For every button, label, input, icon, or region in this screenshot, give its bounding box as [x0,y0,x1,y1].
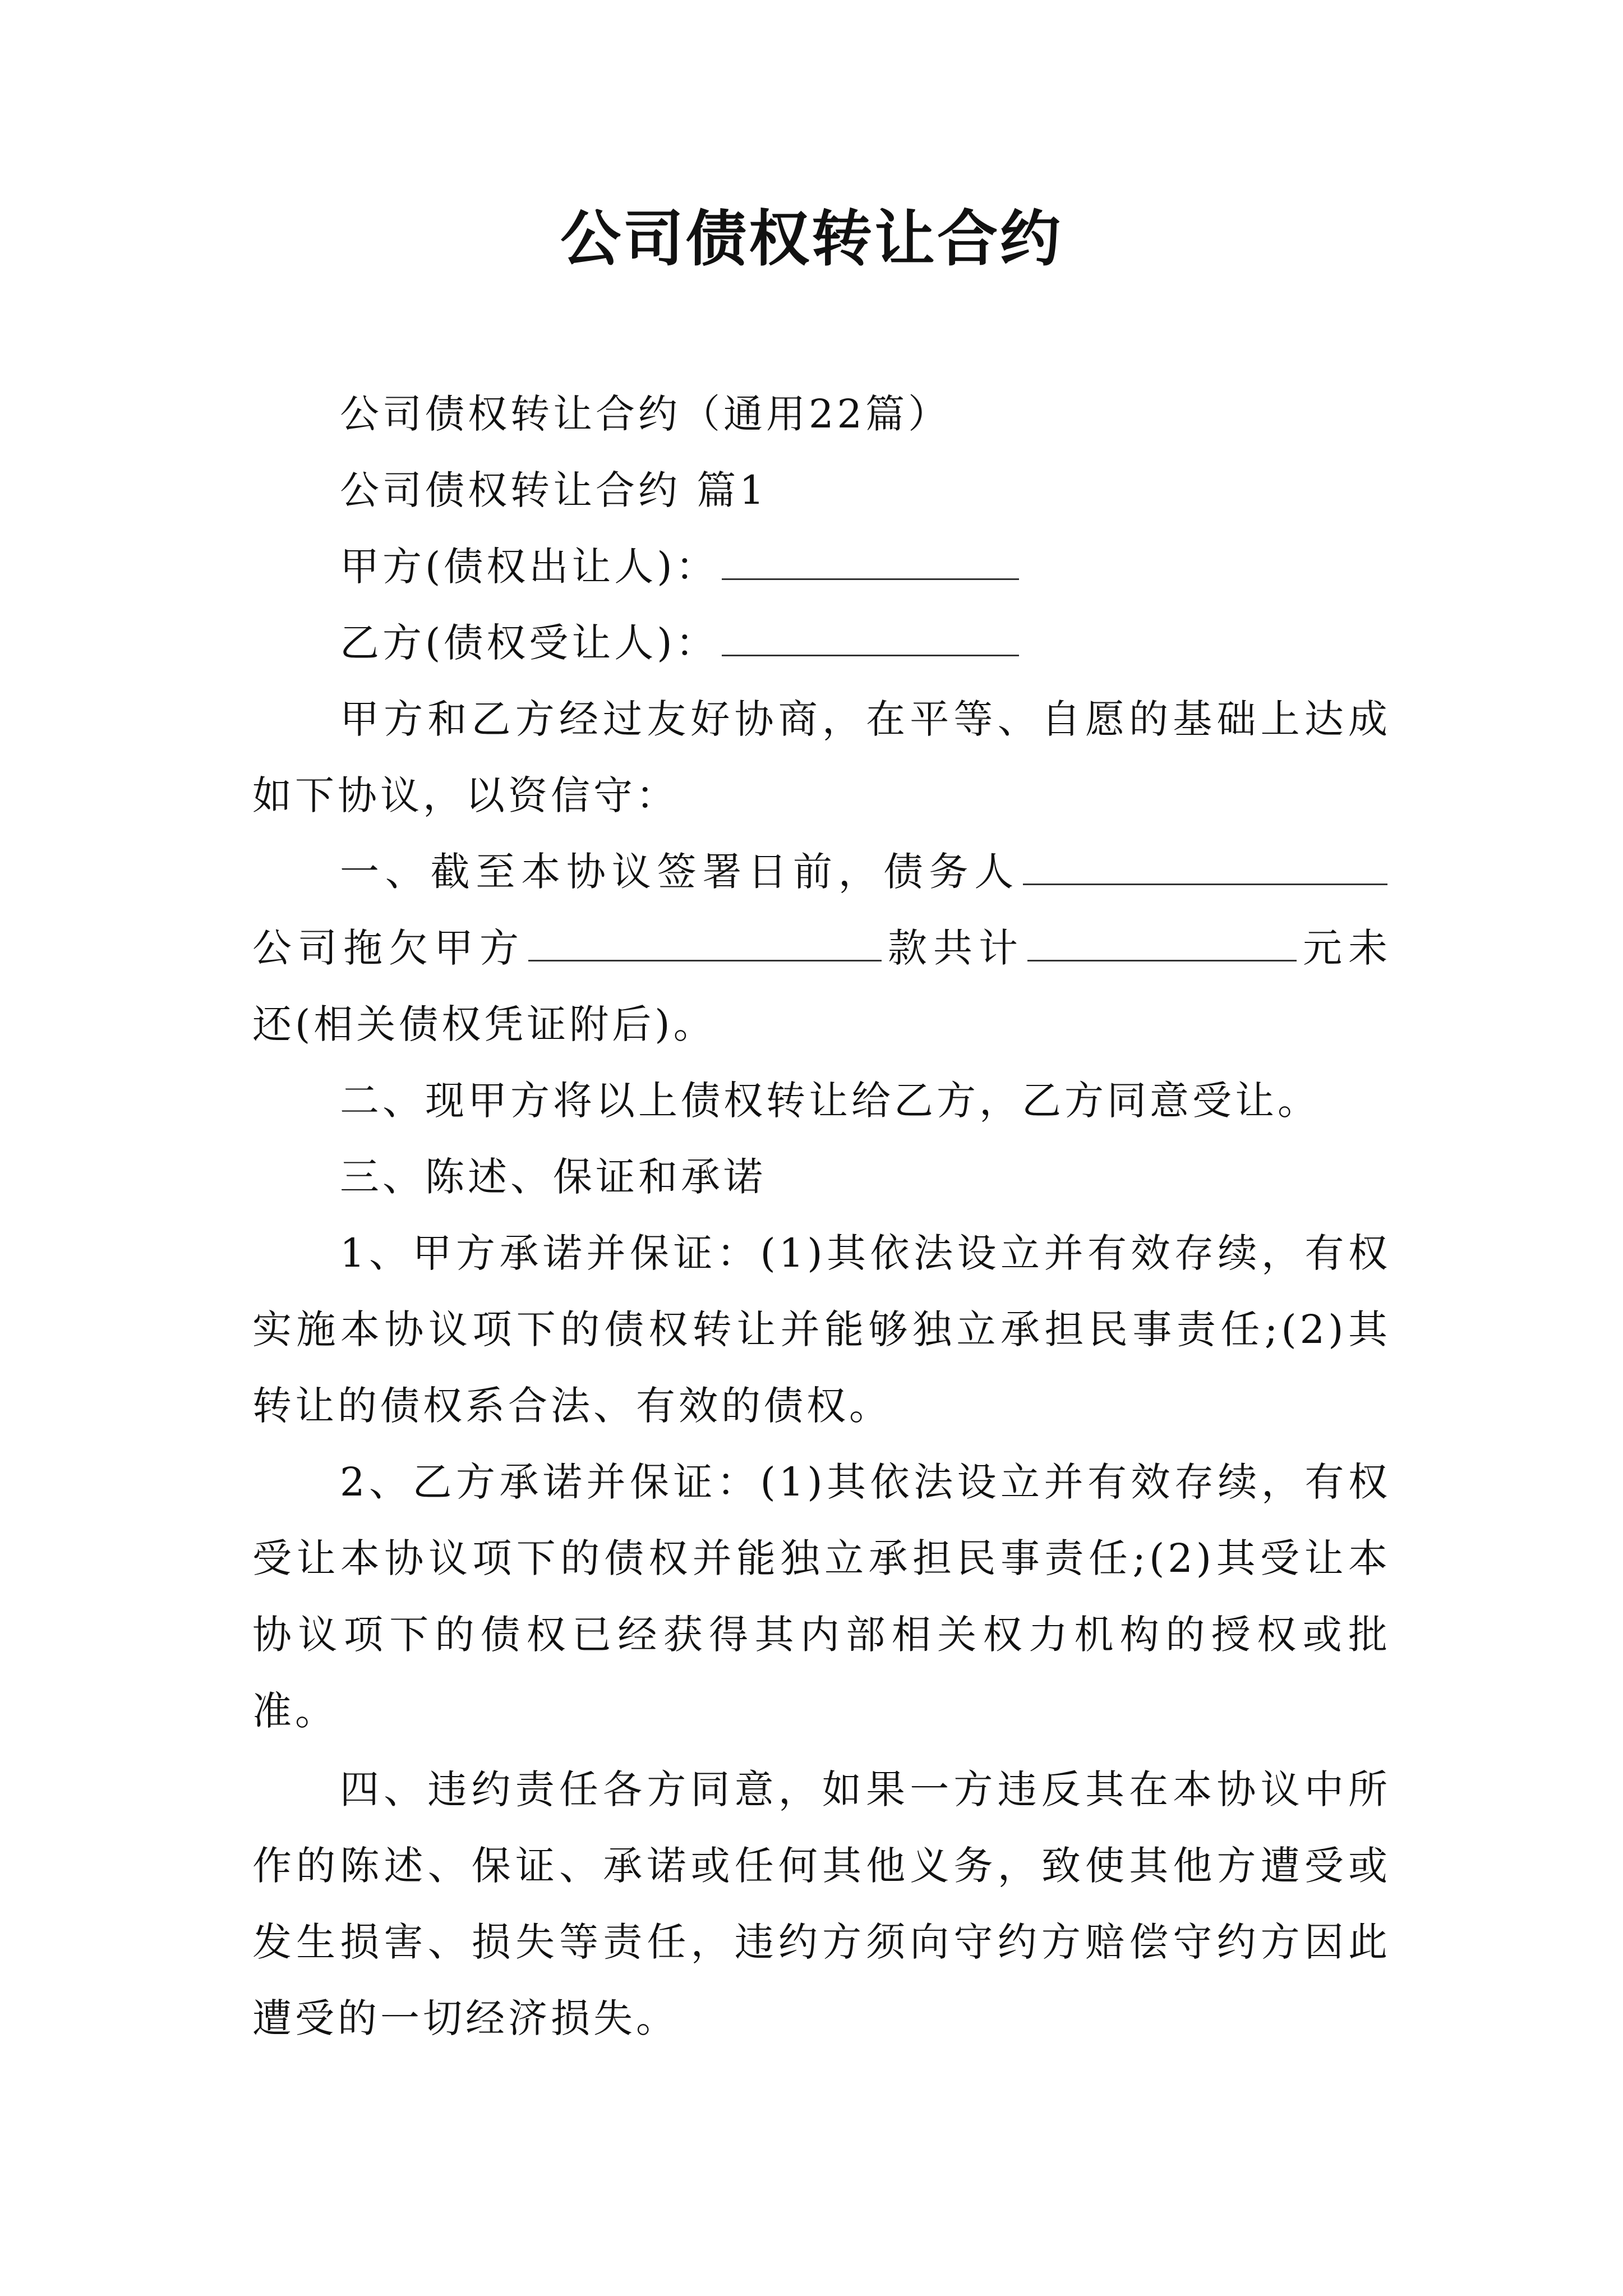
clause-1-part1: 一、截至本协议签署日前，债务人 [340,849,1020,895]
clause-1-part2: 公司拖欠甲方 [252,925,525,971]
party-a-label: 甲方(债权出让人)： [340,544,718,590]
party-b-blank [722,613,1019,656]
document-subtitle: 公司债权转让合约（通用22篇） [340,391,951,437]
party-a-line [252,528,1391,605]
debtor-blank [1023,842,1387,885]
party-a-blank [722,537,1019,580]
document-title: 公司债权转让合约 [560,204,1063,274]
clause-4: 四、违约责任各方同意，如果一方违反其在本协议中所作的陈述、保证、承诺或任何其他义务，致使其他方遭受或发生损害、损失等责任，违约方须向守约方赔偿守约方因此遭受的一切经济损失。 [252,1766,1391,2041]
party-b-label: 乙方(债权受让人)： [340,620,718,666]
clause-1-part4: 元未还(相关债权凭证附后)。 [252,925,1391,1047]
section-heading: 公司债权转让合约 篇1 [340,467,768,513]
intro-paragraph: 甲方和乙方经过友好协商，在平等、自愿的基础上达成如下协议，以资信守： [252,696,1391,818]
clause-1-part3: 款共计 [885,925,1024,971]
clause-3-2: 2、乙方承诺并保证：(1)其依法设立并有效存续，有权受让本协议项下的债权并能独立承担民事责任;(2)其受让本协议项下的债权已经获得其内部相关权力机构的授权或批准。 [252,1459,1391,1734]
document-body [252,376,1391,2056]
clause-1 [252,834,1391,1062]
clause-3-1: 1、甲方承诺并保证：(1)其依法设立并有效存续，有权实施本协议项下的债权转让并能够独立承担民事责任;(2)其转让的债权系合法、有效的债权。 [252,1230,1391,1429]
amount-blank [1027,918,1297,961]
debt-type-blank [528,918,882,961]
party-b-line [252,605,1391,681]
clause-3-heading: 三、陈述、保证和承诺 [340,1154,766,1200]
clause-2: 二、现甲方将以上债权转让给乙方，乙方同意受让。 [340,1078,1320,1124]
